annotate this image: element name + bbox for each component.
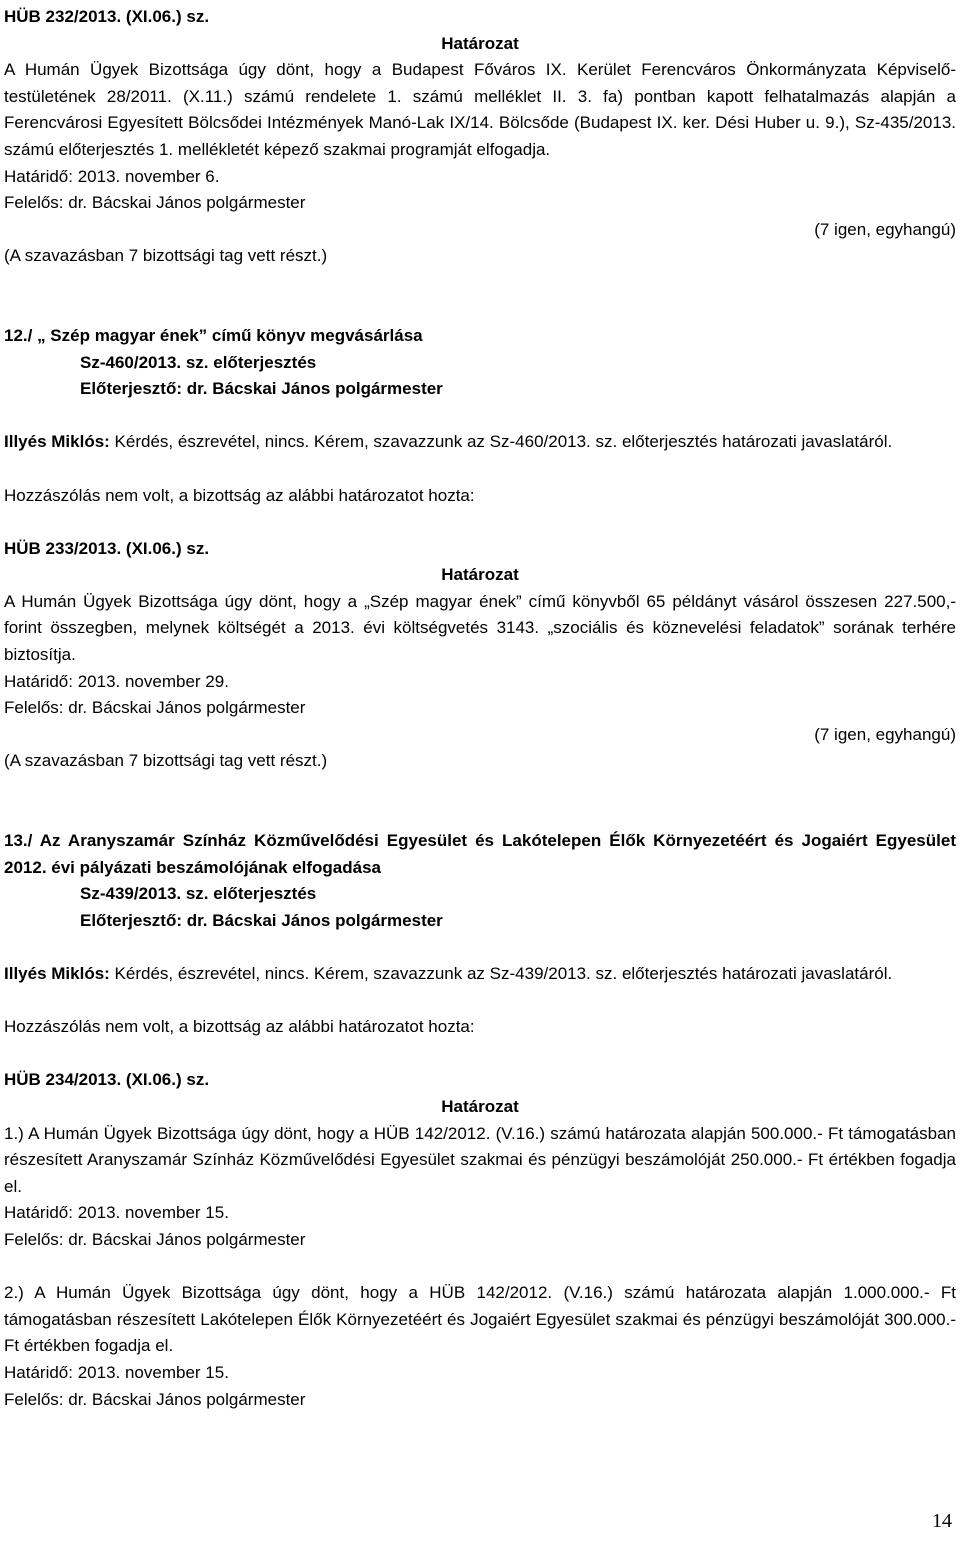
speaker-name: Illyés Miklós: xyxy=(4,964,110,983)
speaker-statement xyxy=(4,429,956,456)
resolution-body: A Humán Ügyek Bizottsága úgy dönt, hogy a „Szép magyar ének” című könyvből 65 példányt vásárol összesen 227.500,- forint összegben, melynek költségét a 2013. évi költségvetés 3143. „szociális és köznevelési feladatok” sorának terhére biztosítja. xyxy=(4,591,956,665)
agenda-item-title: 13./ Az Aranyszamár Színház Közművelődési Egyesület és Lakótelepen Élők Környezetéért és Jogaiért Egyesület 2012. évi pályázati beszámolójának elfogadása xyxy=(4,831,956,877)
deadline: Határidő: 2013. november 15. xyxy=(4,1203,229,1223)
speaker-name: Illyés Miklós: xyxy=(4,432,110,452)
agenda-item-title: 12./ „ Szép magyar ének” című könyv megvásárlása xyxy=(4,325,423,345)
resolution-heading: Határozat xyxy=(441,1096,519,1116)
vote-participants: (A szavazásban 7 bizottsági tag vett részt.) xyxy=(4,246,328,266)
resolution-number: HÜB 234/2013. (XI.06.) sz. xyxy=(4,1070,210,1090)
document-page xyxy=(4,4,956,1413)
responsible: Felelős: dr. Bácskai János polgármester xyxy=(4,1229,306,1249)
vote-result: (7 igen, egyhangú) xyxy=(814,219,956,239)
resolution-number: HÜB 232/2013. (XI.06.) sz. xyxy=(4,7,210,26)
no-comment-note: Hozzászólás nem volt, a bizottság az alábbi határozatot hozta: xyxy=(4,1017,475,1037)
deadline: Határidő: 2013. november 29. xyxy=(4,671,229,691)
resolution-number: HÜB 233/2013. (XI.06.) sz. xyxy=(4,538,210,558)
responsible: Felelős: dr. Bácskai János polgármester xyxy=(4,698,306,718)
vote-result: (7 igen, egyhangú) xyxy=(814,724,956,744)
speaker-text: Kérdés, észrevétel, nincs. Kérem, szavazzunk az Sz-460/2013. sz. előterjesztés határozati javaslatáról. xyxy=(109,432,893,452)
proposal-reference: Sz-439/2013. sz. előterjesztés xyxy=(80,884,317,904)
deadline: Határidő: 2013. november 15. xyxy=(4,1362,229,1382)
vote-participants: (A szavazásban 7 bizottsági tag vett részt.) xyxy=(4,751,328,771)
speaker-statement xyxy=(4,961,956,988)
responsible: Felelős: dr. Bácskai János polgármester xyxy=(4,193,306,213)
deadline: Határidő: 2013. november 6. xyxy=(4,166,220,186)
proposal-presenter: Előterjesztő: dr. Bácskai János polgármester xyxy=(80,910,443,930)
resolution-point-2: 2.) A Humán Ügyek Bizottsága úgy dönt, hogy a HÜB 142/2012. (V.16.) számú határozata alapján 1.000.000.- Ft támogatásban részesített Lakótelepen Élők Környezetéért és Jogaiért Egyesület szakmai és pénzügyi beszámolóját 300.000.- Ft értékben fogadja el. xyxy=(4,1283,956,1356)
proposal-presenter: Előterjesztő: dr. Bácskai János polgármester xyxy=(80,379,443,399)
page-number: 14 xyxy=(932,1510,952,1532)
resolution-point-1: 1.) A Humán Ügyek Bizottsága úgy dönt, hogy a HÜB 142/2012. (V.16.) számú határozata alapján 500.000.- Ft támogatásban részesített Aranyszamár Színház Közművelődési Egyesület szakmai és pénzügyi beszámolóját 250.000.- Ft értékben fogadja el. xyxy=(4,1123,956,1196)
speaker-text: Kérdés, észrevétel, nincs. Kérem, szavazzunk az Sz-439/2013. sz. előterjesztés határozati javaslatáról. xyxy=(109,964,893,983)
no-comment-note: Hozzászólás nem volt, a bizottság az alábbi határozatot hozta: xyxy=(4,485,475,505)
resolution-body: A Humán Ügyek Bizottsága úgy dönt, hogy a Budapest Főváros IX. Kerület Ferencváros Önkormányzata Képviselő-testületének 28/2011. (X.11.) számú rendelete 1. számú melléklet II. 3. fa) pontban kapott felhatalmazás alapján a Ferencvárosi Egyesített Bölcsődei Intézmények Manó-Lak IX/14. Bölcsőde (Budapest IX. ker. Dési Huber u. 9.), Sz-435/2013. számú előterjesztés 1. mellékletét képező szakmai programját elfogadja. xyxy=(4,60,956,159)
resolution-heading: Határozat xyxy=(441,33,519,53)
proposal-reference: Sz-460/2013. sz. előterjesztés xyxy=(80,352,317,372)
resolution-heading: Határozat xyxy=(441,565,519,585)
responsible: Felelős: dr. Bácskai János polgármester xyxy=(4,1389,306,1409)
